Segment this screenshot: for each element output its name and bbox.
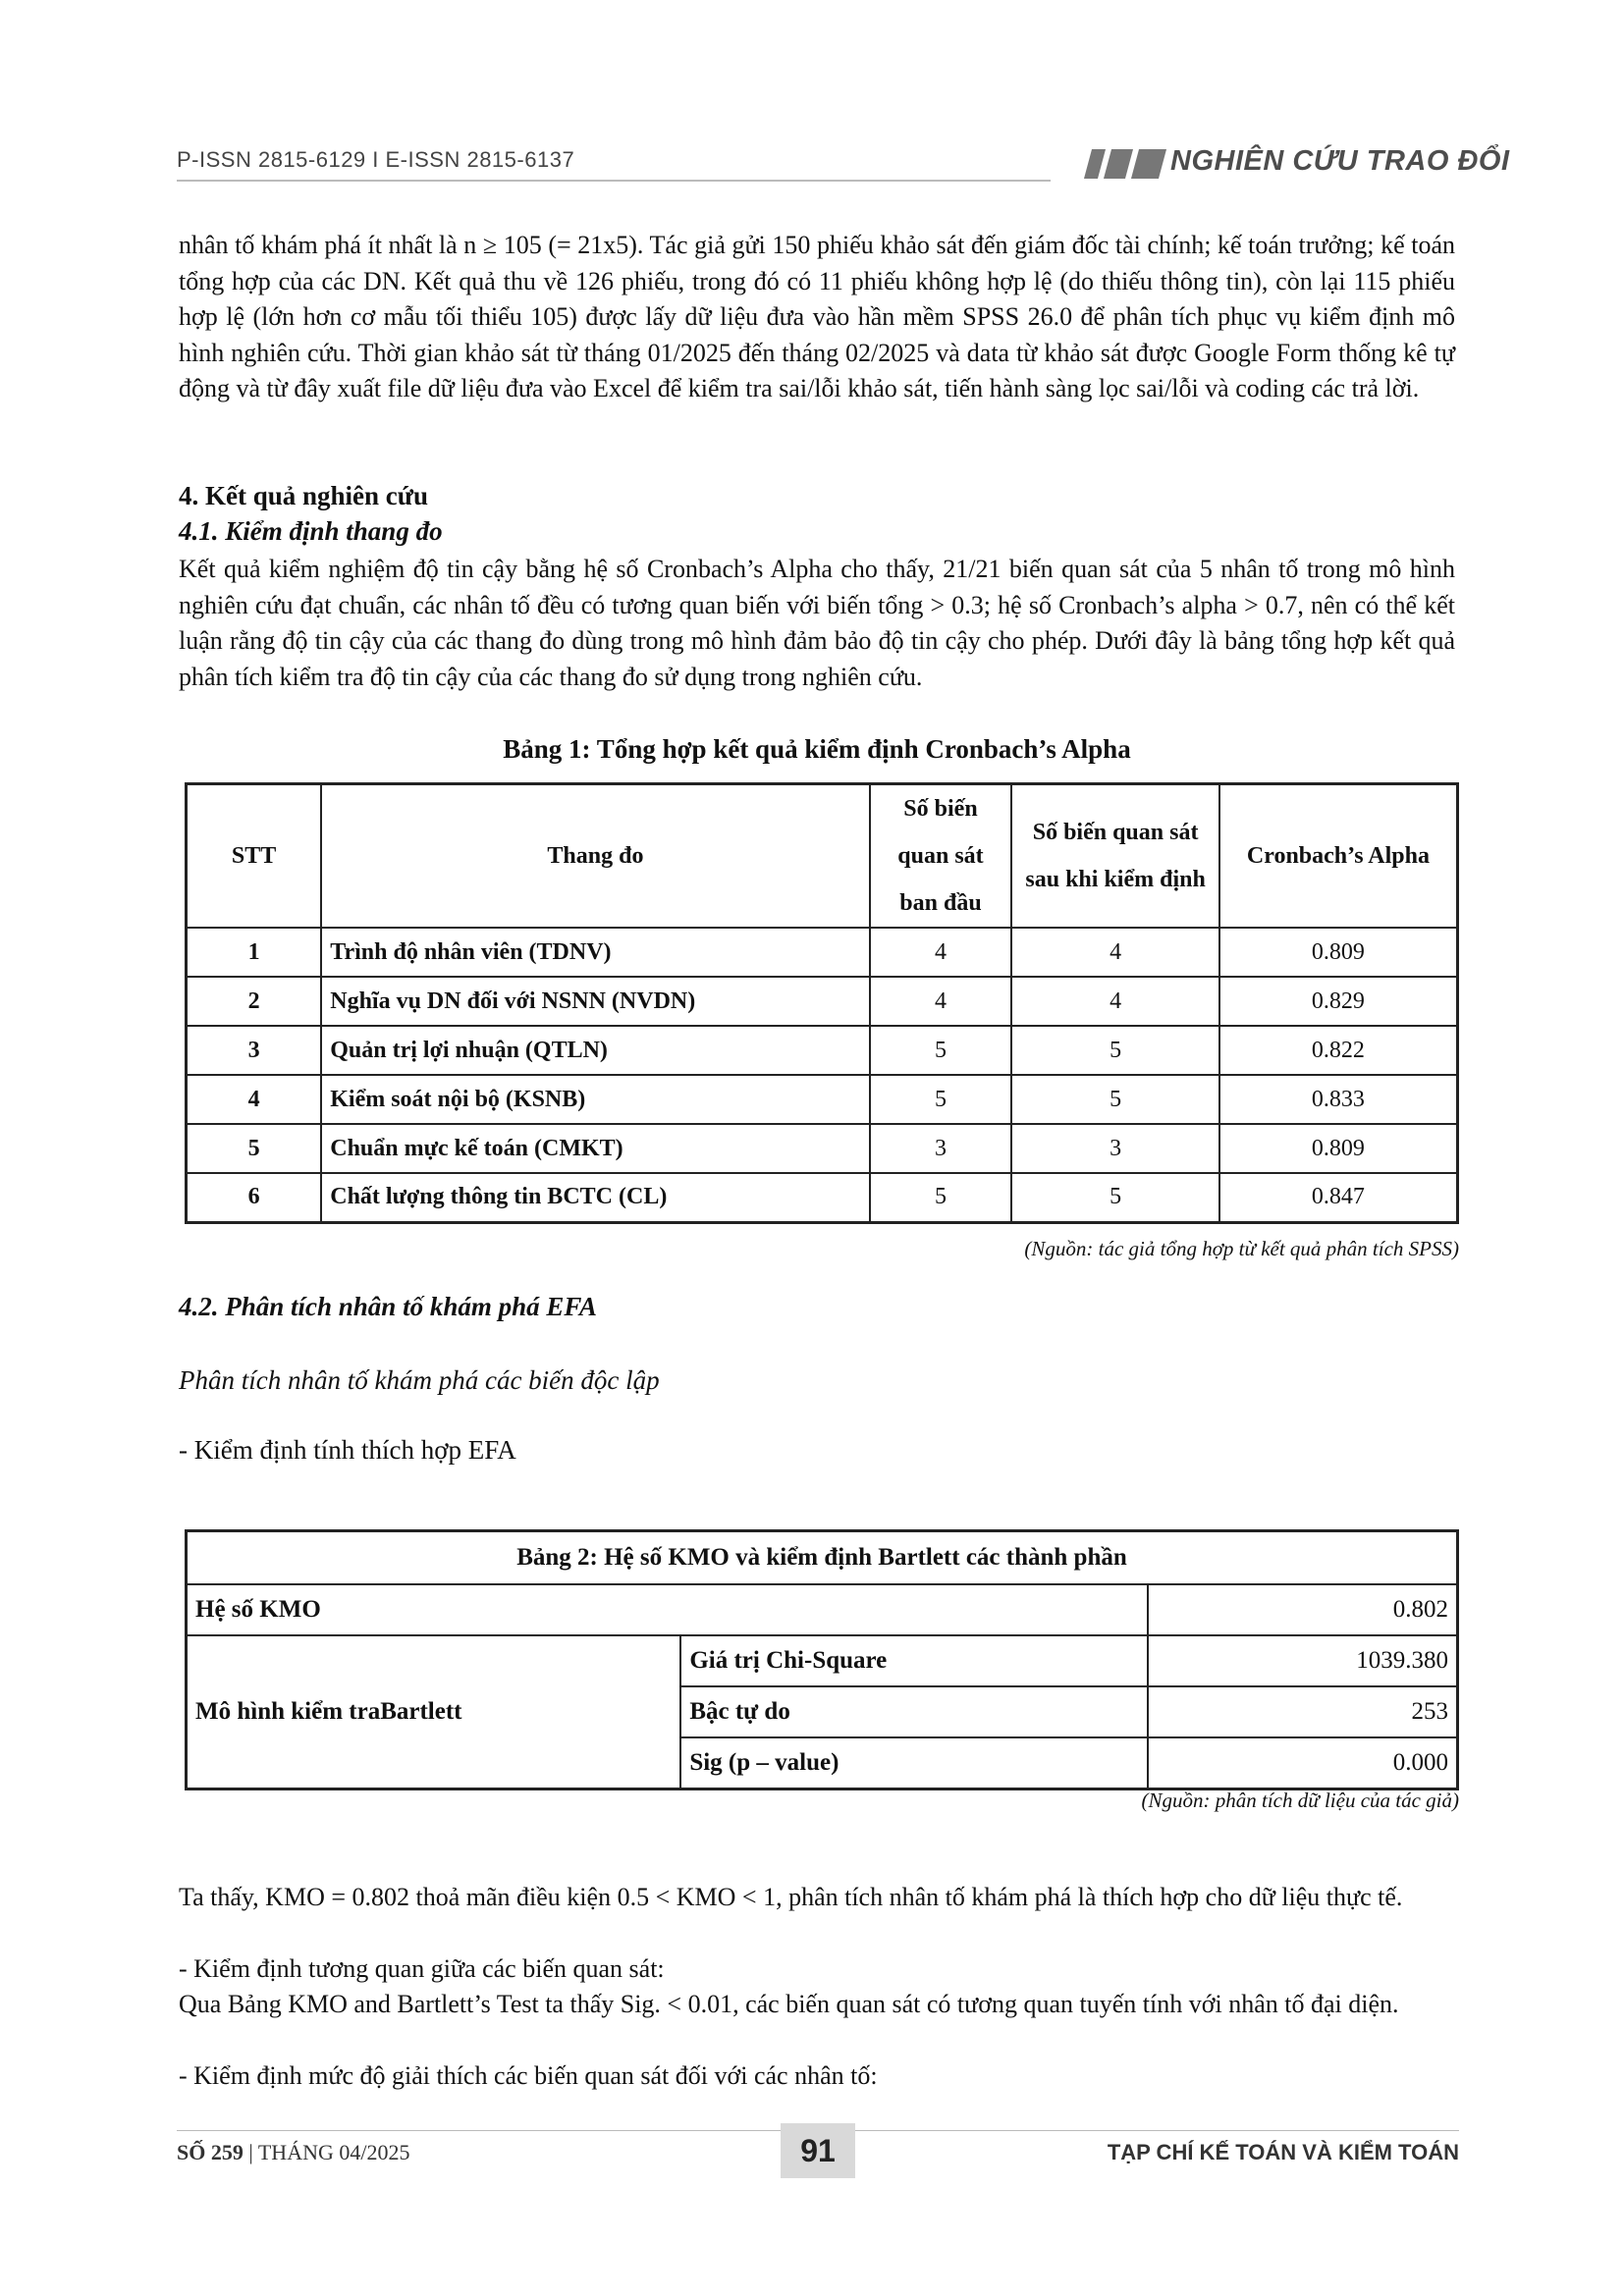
table1-header-stt: STT [187,784,322,929]
table1-cell: 5 [870,1026,1012,1075]
table-row [187,1124,1458,1173]
kmo-value: 0.802 [1148,1584,1457,1635]
correlation-bullet: - Kiểm định tương quan giữa các biến quan sát: [179,1954,665,1983]
table1-cell: 1 [187,928,322,977]
header-rule [177,180,1051,182]
section-title: NGHIÊN CỨU TRAO ĐỔI [1170,145,1510,177]
table1-cell: 6 [187,1173,322,1222]
table1-cell: Quản trị lợi nhuận (QTLN) [321,1026,869,1075]
bartlett-label: Mô hình kiểm traBartlett [187,1635,681,1789]
intro-paragraph: nhân tố khám phá ít nhất là n ≥ 105 (= 21x5). Tác giả gửi 150 phiếu khảo sát đến giám đốc tài chính; kế toán trưởng; kế toán tổng hợp của các DN. Kết quả thu về 126 phiếu, trong đó có 11 phiếu không hợp lệ (do thiếu thông tin), còn lại 115 phiếu hợp lệ (lớn hơn cơ mẫu tối thiểu 105) được lấy dữ liệu đưa vào hần mềm SPSS 26.0 để phân tích phục vụ kiểm định mô hình nghiên cứu. Thời gian khảo sát từ tháng 01/2025 đến tháng 02/2025 và data từ khảo sát được Google Form thống kê tự động và từ đây xuất file dữ liệu đưa vào Excel để kiểm tra sai/lỗi khảo sát, tiến hành sàng lọc sai/lỗi và coding các trả lời. [179,231,1455,402]
table-row [187,1026,1458,1075]
table1-cell: 5 [1011,1026,1218,1075]
issn-text: P-ISSN 2815-6129 I E-ISSN 2815-6137 [177,147,575,172]
table1-header-after: Số biến quan sát sau khi kiểm định [1011,784,1218,929]
section-4-1-heading: 4.1. Kiểm định thang đo [179,516,443,546]
section-4-2-heading: 4.2. Phân tích nhân tố khám phá EFA [179,1292,597,1321]
kmo-label: Hệ số KMO [187,1584,1149,1635]
section-4-heading: 4. Kết quả nghiên cứu [179,481,428,510]
table2-cell: 0.000 [1148,1737,1457,1789]
table-row [187,928,1458,977]
table1-cell: 4 [870,977,1012,1026]
issue-month: | THÁNG 04/2025 [243,2140,410,2164]
table1-cell: 0.822 [1219,1026,1458,1075]
table1-source: (Nguồn: tác giả tổng hợp từ kết quả phân tích SPSS) [1024,1237,1459,1260]
table1-cell: 0.847 [1219,1173,1458,1222]
table1-cell: 4 [1011,977,1218,1026]
table1-cell: Kiểm soát nội bộ (KSNB) [321,1075,869,1124]
table1-cell: 5 [1011,1075,1218,1124]
table2-title: Bảng 2: Hệ số KMO và kiểm định Bartlett các thành phần [187,1531,1458,1585]
table1-cell: 5 [1011,1173,1218,1222]
table1-cell: 5 [870,1075,1012,1124]
table2-cell: 253 [1148,1686,1457,1737]
issue-info [177,2140,409,2165]
table1-cell: 3 [1011,1124,1218,1173]
kmo-conclusion: Ta thấy, KMO = 0.802 thoả mãn điều kiện 0.5 < KMO < 1, phân tích nhân tố khám phá là thích hợp cho dữ liệu thực tế. [179,1883,1403,1911]
table2-cell: Sig (p – value) [680,1737,1148,1789]
section-4-1-paragraph: Kết quả kiểm nghiệm độ tin cậy bằng hệ số Cronbach’s Alpha cho thấy, 21/21 biến quan sát của 5 nhân tố trong mô hình nghiên cứu đạt chuẩn, các nhân tố đều có tương quan biến với biến tổng > 0.3; hệ số Cronbach’s alpha > 0.7, nên có thể kết luận rằng độ tin cậy của các thang đo dùng trong mô hình đảm bảo độ tin cậy cho phép. Dưới đây là bảng tổng hợp kết quả phân tích kiểm tra độ tin cậy của các thang đo sử dụng trong nghiên cứu. [179,555,1455,691]
table1-cell: 4 [187,1075,322,1124]
table1-cell: 0.809 [1219,1124,1458,1173]
table1-header-scale: Thang đo [321,784,869,929]
table2-source: (Nguồn: phân tích dữ liệu của tác giả) [1141,1789,1459,1812]
cronbach-table [185,782,1459,1224]
table1-cell: Chất lượng thông tin BCTC (CL) [321,1173,869,1222]
table-row [187,977,1458,1026]
table2-cell: 1039.380 [1148,1635,1457,1686]
table1-cell: Chuẩn mực kế toán (CMKT) [321,1124,869,1173]
table1-cell: Trình độ nhân viên (TDNV) [321,928,869,977]
kmo-table [185,1529,1459,1790]
table1-header-initial: Số biến quan sát ban đầu [870,784,1012,929]
table1-cell: 5 [870,1173,1012,1222]
table1-cell: 4 [870,928,1012,977]
journal-name: TẠP CHÍ KẾ TOÁN VÀ KIỂM TOÁN [1107,2140,1459,2164]
table1-caption: Bảng 1: Tổng hợp kết quả kiểm định Cronbach’s Alpha [503,734,1131,764]
table1-cell: 0.833 [1219,1075,1458,1124]
issue-number: SỐ 259 [177,2140,244,2164]
table1-cell: 0.829 [1219,977,1458,1026]
table1-cell: 2 [187,977,322,1026]
section-bars-decoration [1088,149,1166,179]
efa-bullet: - Kiểm định tính thích hợp EFA [179,1435,516,1465]
table1-cell: 3 [187,1026,322,1075]
table1-cell: 3 [870,1124,1012,1173]
table2-cell: Giá trị Chi-Square [680,1635,1148,1686]
table-row [187,1635,1458,1686]
table1-cell: 4 [1011,928,1218,977]
table-row [187,1075,1458,1124]
table-row [187,1173,1458,1222]
explanation-bullet: - Kiểm định mức độ giải thích các biến quan sát đối với các nhân tố: [179,2061,878,2090]
table1-cell: 0.809 [1219,928,1458,977]
table1-header-alpha: Cronbach’s Alpha [1219,784,1458,929]
table1-cell: 5 [187,1124,322,1173]
table1-cell: Nghĩa vụ DN đối với NSNN (NVDN) [321,977,869,1026]
subsection-italic: Phân tích nhân tố khám phá các biến độc lập [179,1365,660,1395]
page-number: 91 [781,2123,855,2178]
table2-cell: Bậc tự do [680,1686,1148,1737]
correlation-paragraph: Qua Bảng KMO and Bartlett’s Test ta thấy Sig. < 0.01, các biến quan sát có tương quan tuyến tính với nhân tố đại diện. [179,1990,1399,2018]
